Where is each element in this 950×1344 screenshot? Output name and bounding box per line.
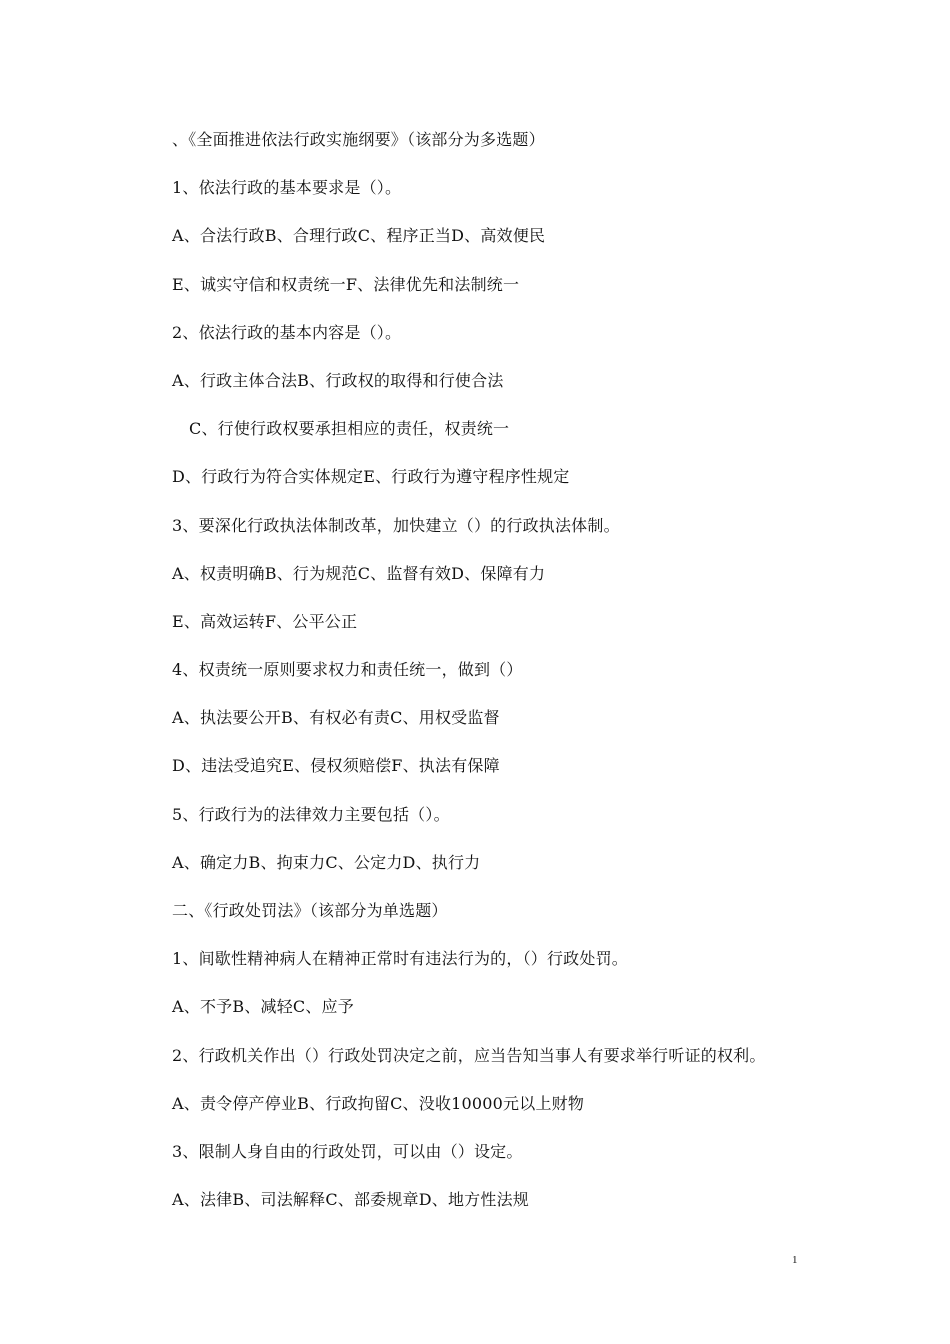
options-1-4-b: D、违法受追究E、侵权须赔偿F、执法有保障 [172, 756, 500, 776]
options-1-1-a: A、合法行政B、合理行政C、程序正当D、高效便民 [172, 226, 546, 246]
options-2-3: A、法律B、司法解释C、部委规章D、地方性法规 [172, 1190, 529, 1210]
question-2-2: 2、行政机关作出（）行政处罚决定之前，应当告知当事人有要求举行听证的权利。 [172, 1045, 766, 1065]
question-1-1: 1、依法行政的基本要求是（）。 [172, 178, 402, 198]
options-1-3-a: A、权责明确B、行为规范C、监督有效D、保障有力 [172, 563, 546, 583]
question-1-5: 5、行政行为的法律效力主要包括（）。 [172, 804, 450, 824]
options-1-5: A、确定力B、拘束力C、公定力D、执行力 [172, 852, 481, 872]
page-number: 1 [792, 1254, 798, 1266]
question-1-4: 4、权责统一原则要求权力和责任统一，做到（） [172, 660, 523, 680]
options-1-1-b: E、诚实守信和权责统一F、法律优先和法制统一 [172, 274, 520, 294]
question-2-3: 3、限制人身自由的行政处罚，可以由（）设定。 [172, 1141, 523, 1161]
section-heading-2: 二、《行政处罚法》（该部分为单选题） [172, 901, 448, 920]
section-heading-1: 、《全面推进依法行政实施纲要》（该部分为多选题） [172, 130, 545, 149]
question-2-1: 1、间歇性精神病人在精神正常时有违法行为的，（）行政处罚。 [172, 949, 628, 969]
document-body [172, 116, 872, 1224]
options-1-3-b: E、高效运转F、公平公正 [172, 611, 358, 631]
question-1-3: 3、要深化行政执法体制改革，加快建立（）的行政执法体制。 [172, 515, 620, 535]
question-1-2: 2、依法行政的基本内容是（）。 [172, 322, 402, 342]
options-1-4-a: A、执法要公开B、有权必有责C、用权受监督 [172, 708, 500, 728]
options-2-2: A、责令停产停业B、行政拘留C、没收10000元以上财物 [172, 1093, 585, 1113]
options-1-2-c: D、行政行为符合实体规定E、行政行为遵守程序性规定 [172, 467, 570, 487]
options-1-2-b: C、行使行政权要承担相应的责任，权责统一 [189, 419, 510, 439]
options-1-2-a: A、行政主体合法B、行政权的取得和行使合法 [172, 370, 504, 390]
options-2-1: A、不予B、减轻C、应予 [172, 997, 354, 1017]
